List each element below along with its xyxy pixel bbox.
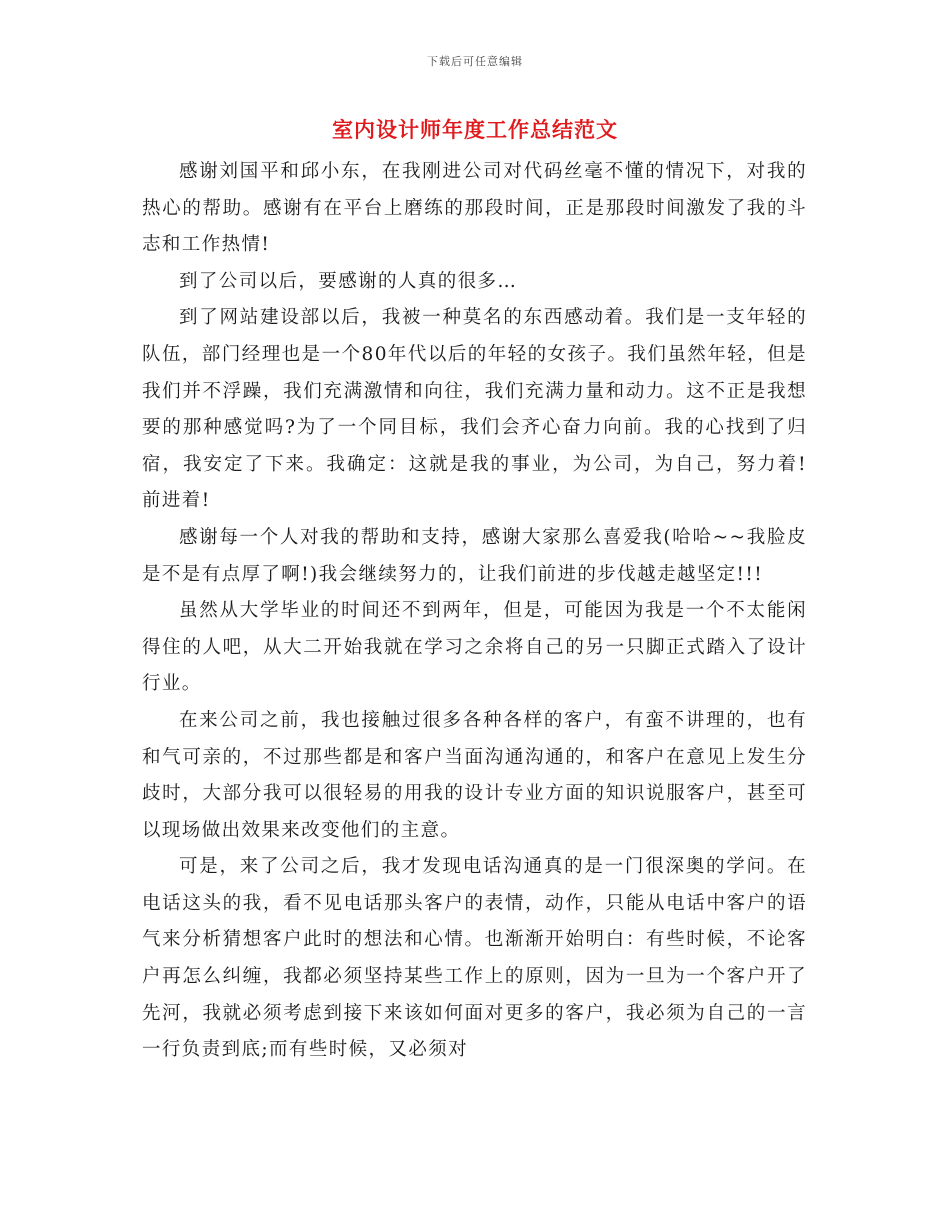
paragraph-3: 到了网站建设部以后，我被一种莫名的东西感动着。我们是一支年轻的队伍，部门经理也是一个80年代以后的年轻的女孩子。我们虽然年轻，但是我们并不浮躁，我们充满激情和向往，我们充满力量和动力。这不正是我想要的那种感觉吗?为了一个同目标，我们会齐心奋力向前。我的心找到了归宿，我安定了下来。我确定：这就是我的事业，为公司，为自己，努力着!前进着! [142,307,807,512]
paragraph-4: 感谢每一个人对我的帮助和支持，感谢大家那么喜爱我(哈哈~~我脸皮是不是有点厚了啊!)我会继续努力的，让我们前进的步伐越走越坚定!!! [142,526,807,585]
paragraph-5: 虽然从大学毕业的时间还不到两年，但是，可能因为我是一个不太能闲得住的人吧，从大二开始我就在学习之余将自己的另一只脚正式踏入了设计行业。 [142,600,807,695]
document-body [142,154,807,1069]
page-header-note: 下载后可任意编辑 [427,55,523,68]
paragraph-6: 在来公司之前，我也接触过很多各种各样的客户，有蛮不讲理的，也有和气可亲的，不过那些都是和客户当面沟通沟通的，和客户在意见上发生分歧时，大部分我可以很轻易的用我的设计专业方面的知识说服客户，甚至可以现场做出效果来改变他们的主意。 [142,709,807,841]
paragraph-1: 感谢刘国平和邱小东，在我刚进公司对代码丝毫不懂的情况下，对我的热心的帮助。感谢有在平台上磨练的那段时间，正是那段时间激发了我的斗志和工作热情! [142,161,807,256]
paragraph-7: 可是，来了公司之后，我才发现电话沟通真的是一门很深奥的学问。在电话这头的我，看不见电话那头客户的表情，动作，只能从电话中客户的语气来分析猜想客户此时的想法和心情。也渐渐开始明白：有些时候，不论客户再怎么纠缠，我都必须坚持某些工作上的原则，因为一旦为一个客户开了先河，我就必须考虑到接下来该如何面对更多的客户，我必须为自己的一言一行负责到底;而有些时候，又必须对 [142,856,807,1061]
document-title: 室内设计师年度工作总结范文 [332,117,618,142]
paragraph-2: 到了公司以后，要感谢的人真的很多… [179,270,518,292]
